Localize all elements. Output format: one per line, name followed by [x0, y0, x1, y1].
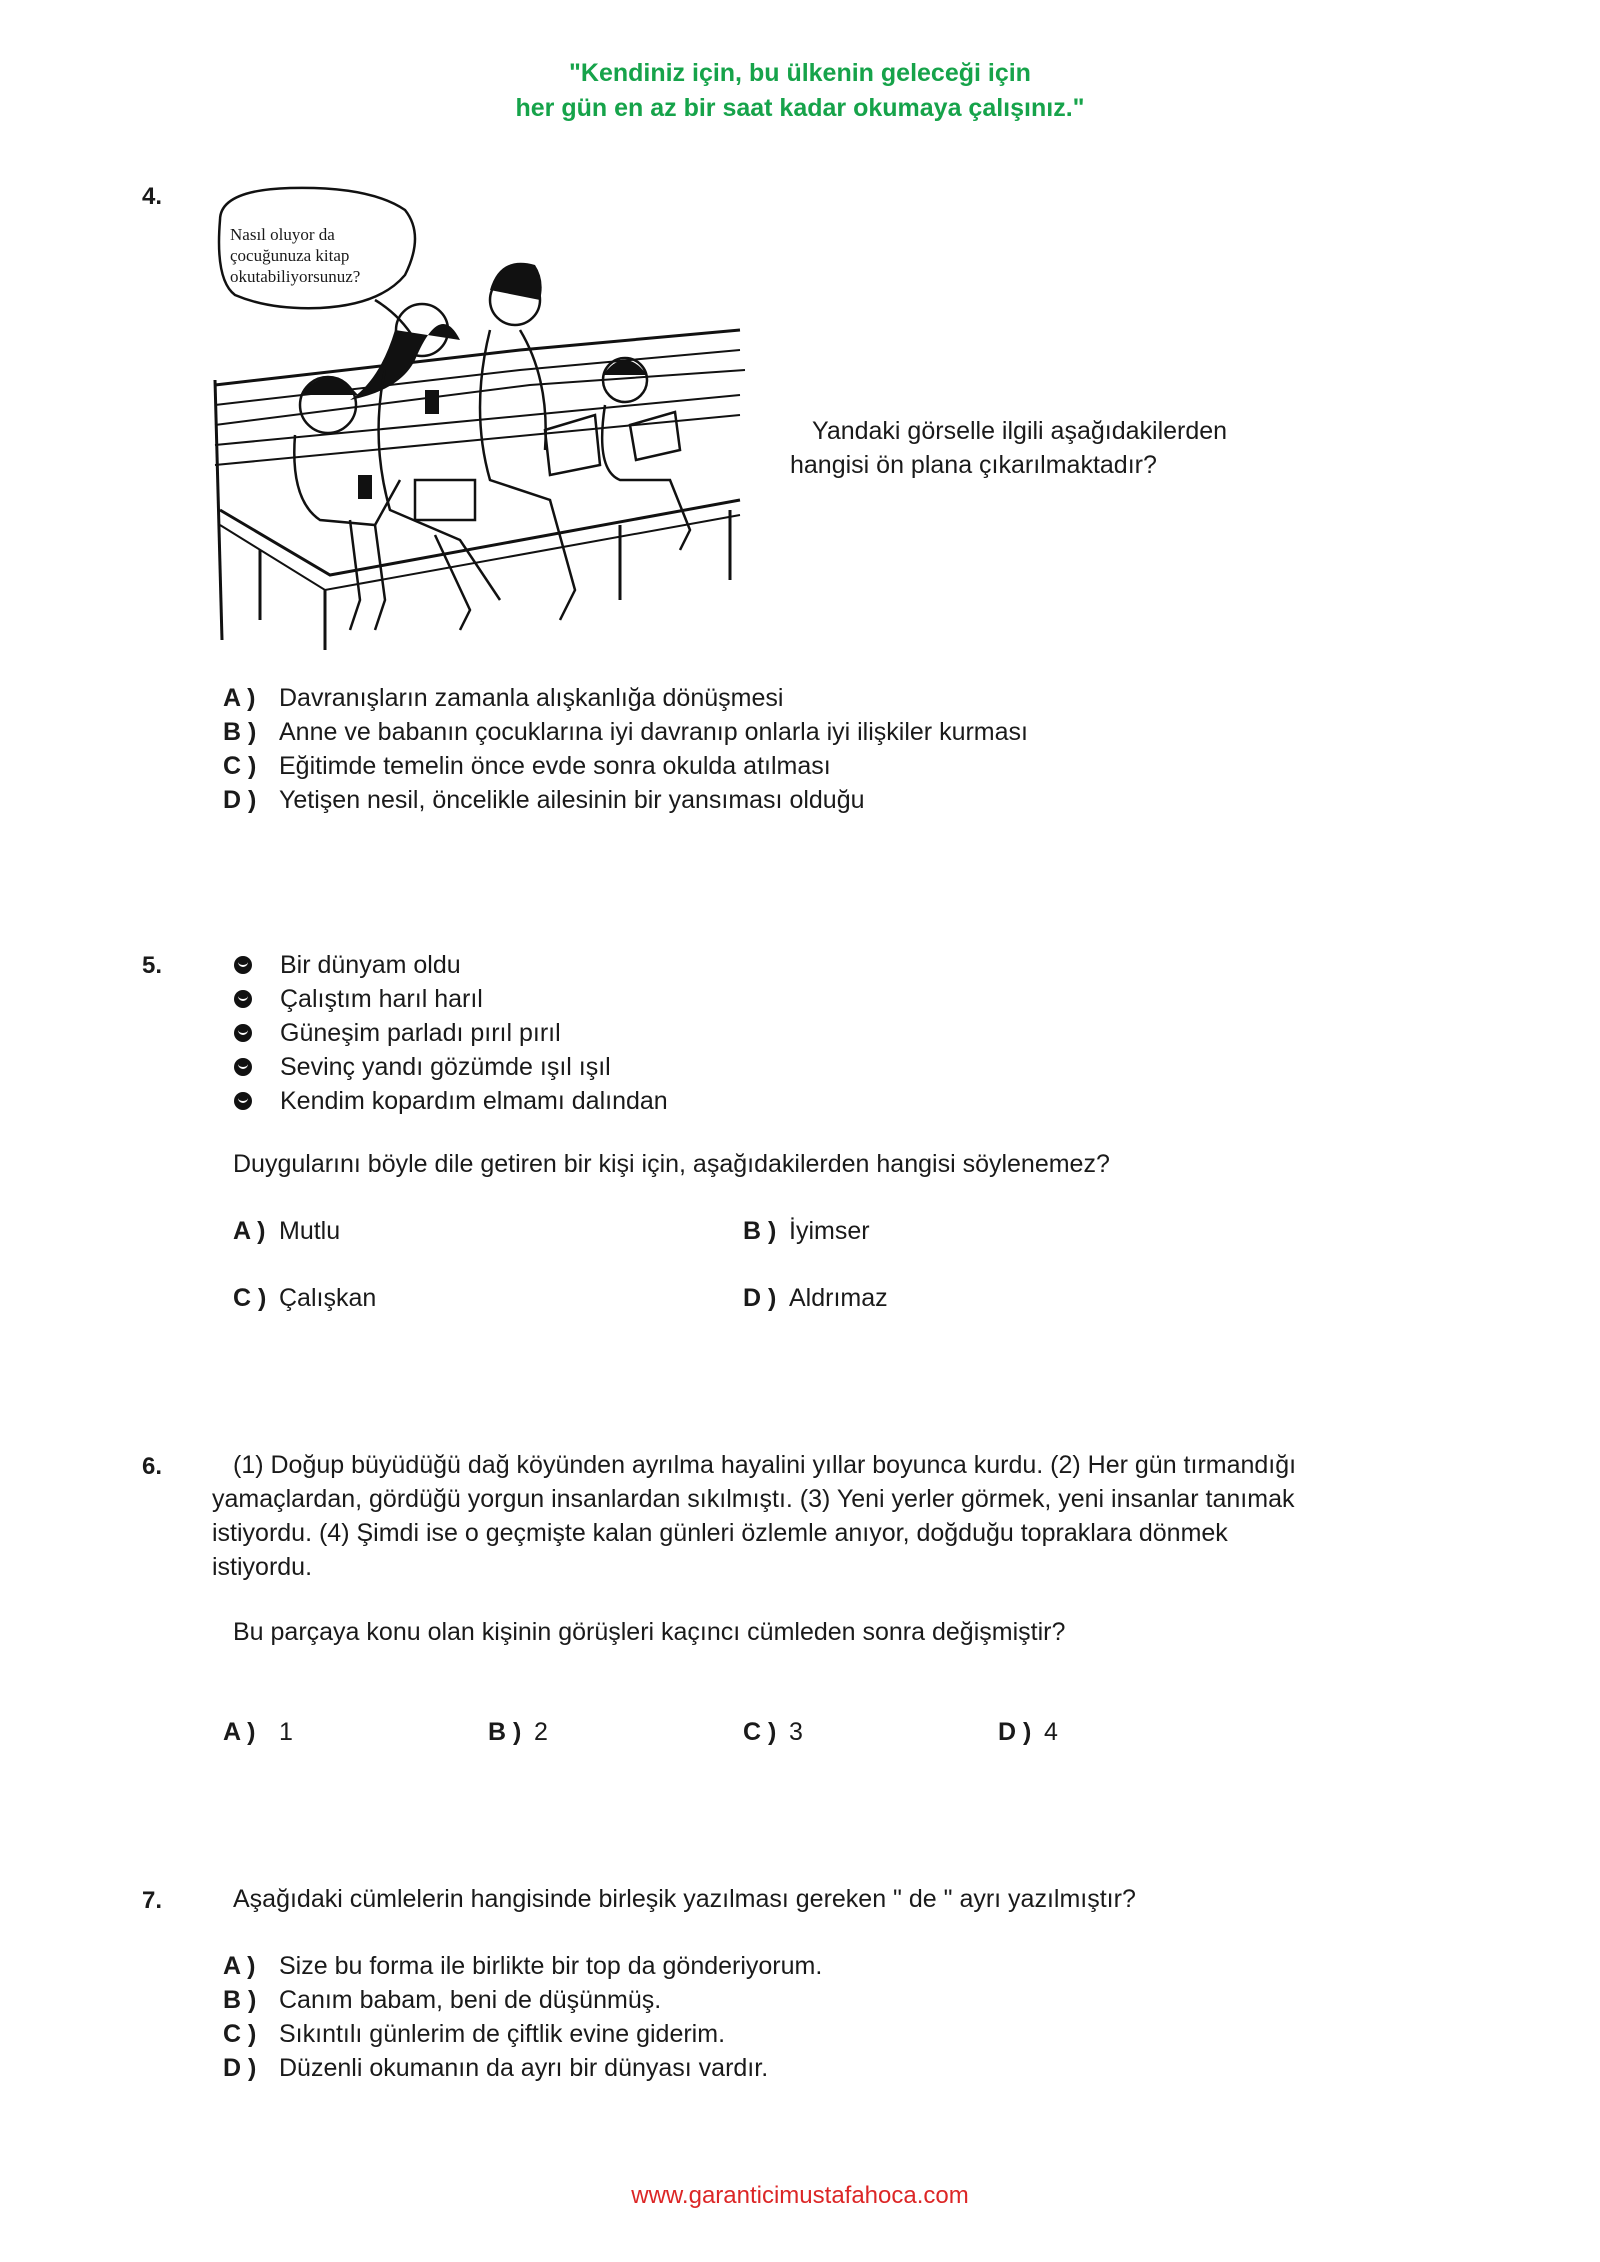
poem-line: [230, 1016, 668, 1050]
question-6-option-a[interactable]: [223, 1715, 293, 1749]
question-7-option-a[interactable]: [223, 1949, 822, 1983]
question-6-option-b[interactable]: [488, 1715, 548, 1749]
question-7-question: Aşağıdaki cümlelerin hangisinde birleşik yazılması gereken " de " ayrı yazılmıştır?: [233, 1885, 1136, 1913]
option-text: Canım babam, beni de düşünmüş.: [279, 1986, 662, 2014]
paragraph-line-2: yamaçlardan, gördüğü yorgun insanlardan sıkılmıştı. (3) Yeni yerler görmek, yeni insanlar tanımak: [212, 1485, 1295, 1513]
paragraph-line-3: istiyordu. (4) Şimdi ise o geçmişte kalan günleri özlemle anıyor, doğduğu topraklara dönmek: [212, 1519, 1228, 1547]
question-4-option-b[interactable]: [223, 715, 1028, 749]
option-label: B ): [223, 718, 257, 746]
question-7-option-c[interactable]: [223, 2017, 822, 2051]
speech-line-1: Nasıl oluyor da: [230, 225, 335, 244]
question-6-paragraph: [212, 1448, 1472, 1584]
option-label: A ): [223, 1718, 256, 1746]
question-4-prompt: [790, 414, 1227, 482]
smiley-bullet-icon: [234, 1024, 252, 1042]
question-7-option-d[interactable]: [223, 2051, 822, 2085]
option-label: C ): [233, 1284, 267, 1312]
question-4-prompt-line-1: Yandaki görselle ilgili aşağıdakilerden: [812, 417, 1228, 445]
footer-website-link[interactable]: www.garanticimustafahoca.com: [631, 2182, 969, 2209]
question-7-number: 7.: [142, 1887, 163, 1914]
question-5-number: 5.: [142, 952, 163, 979]
option-text: Anne ve babanın çocuklarına iyi davranıp onlarla iyi ilişkiler kurması: [279, 718, 1028, 746]
question-5-option-a[interactable]: [233, 1214, 340, 1248]
motto-header: [0, 56, 1600, 126]
smiley-bullet-icon: [234, 1092, 252, 1110]
option-text: İyimser: [789, 1217, 870, 1245]
motto-line-2: her gün en az bir saat kadar okumaya çalışınız.": [515, 94, 1085, 122]
paragraph-line-4: istiyordu.: [212, 1553, 313, 1581]
speech-line-3: okutabiliyorsunuz?: [230, 267, 361, 286]
family-reading-illustration: [200, 180, 770, 660]
question-6-option-d[interactable]: [998, 1715, 1058, 1749]
poem-line-text: Sevinç yandı gözümde ışıl ışıl: [280, 1053, 611, 1081]
poem-line-text: Çalıştım harıl harıl: [280, 985, 483, 1013]
option-text: 3: [789, 1718, 803, 1746]
option-label: B ): [743, 1217, 777, 1245]
option-label: A ): [223, 684, 256, 712]
option-label: C ): [743, 1718, 777, 1746]
option-label: C ): [223, 752, 257, 780]
option-text: 1: [279, 1718, 293, 1746]
option-label: B ): [488, 1718, 522, 1746]
option-text: 4: [1044, 1718, 1058, 1746]
option-label: C ): [223, 2020, 257, 2048]
poem-line-text: Kendim kopardım elmamı dalından: [280, 1087, 668, 1115]
question-7-option-b[interactable]: [223, 1983, 822, 2017]
option-label: D ): [998, 1718, 1032, 1746]
option-text: Düzenli okumanın da ayrı bir dünyası vardır.: [279, 2054, 769, 2082]
question-6-question: Bu parçaya konu olan kişinin görüşleri kaçıncı cümleden sonra değişmiştir?: [233, 1618, 1066, 1646]
question-5-option-b[interactable]: [743, 1214, 870, 1248]
option-text: Aldrımaz: [789, 1284, 888, 1312]
option-label: A ): [223, 1952, 256, 1980]
question-4-option-d[interactable]: [223, 783, 1028, 817]
question-5-question: Duygularını böyle dile getiren bir kişi için, aşağıdakilerden hangisi söylenemez?: [233, 1150, 1110, 1178]
question-4-prompt-line-2: hangisi ön plana çıkarılmaktadır?: [790, 451, 1157, 479]
speech-line-2: çocuğunuza kitap: [230, 246, 350, 265]
poem-line: [230, 982, 668, 1016]
speech-bubble-text: [230, 224, 360, 287]
option-text: Çalışkan: [279, 1284, 377, 1312]
question-4-number: 4.: [142, 183, 163, 210]
option-text: Yetişen nesil, öncelikle ailesinin bir yansıması olduğu: [279, 786, 865, 814]
paragraph-line-1: (1) Doğup büyüdüğü dağ köyünden ayrılma hayalini yıllar boyunca kurdu. (2) Her gün tırmandığı: [233, 1451, 1297, 1479]
option-text: Davranışların zamanla alışkanlığa dönüşmesi: [279, 684, 784, 712]
poem-line: [230, 1050, 668, 1084]
motto-line-1: "Kendiniz için, bu ülkenin geleceği için: [569, 59, 1031, 87]
option-label: A ): [233, 1217, 266, 1245]
smiley-bullet-icon: [234, 1058, 252, 1076]
poem-line-text: Bir dünyam oldu: [280, 951, 461, 979]
poem-line-text: Güneşim parladı pırıl pırıl: [280, 1019, 561, 1047]
poem-line: [230, 1084, 668, 1118]
option-text: 2: [534, 1718, 548, 1746]
question-5-option-d[interactable]: [743, 1281, 888, 1315]
smiley-bullet-icon: [234, 956, 252, 974]
option-text: Size bu forma ile birlikte bir top da gönderiyorum.: [279, 1952, 823, 1980]
question-4-option-c[interactable]: [223, 749, 1028, 783]
question-5-poem: [230, 948, 668, 1118]
option-label: D ): [223, 2054, 257, 2082]
option-label: D ): [743, 1284, 777, 1312]
poem-line: [230, 948, 668, 982]
option-label: D ): [223, 786, 257, 814]
option-text: Sıkıntılı günlerim de çiftlik evine giderim.: [279, 2020, 726, 2048]
question-5-option-c[interactable]: [233, 1281, 376, 1315]
option-label: B ): [223, 1986, 257, 2014]
question-4-option-a[interactable]: [223, 681, 1028, 715]
option-text: Eğitimde temelin önce evde sonra okulda atılması: [279, 752, 831, 780]
question-4-options: [223, 681, 1028, 817]
question-7-options: [223, 1949, 822, 2085]
smiley-bullet-icon: [234, 990, 252, 1008]
question-6-number: 6.: [142, 1453, 163, 1480]
question-6-option-c[interactable]: [743, 1715, 803, 1749]
option-text: Mutlu: [279, 1217, 341, 1245]
